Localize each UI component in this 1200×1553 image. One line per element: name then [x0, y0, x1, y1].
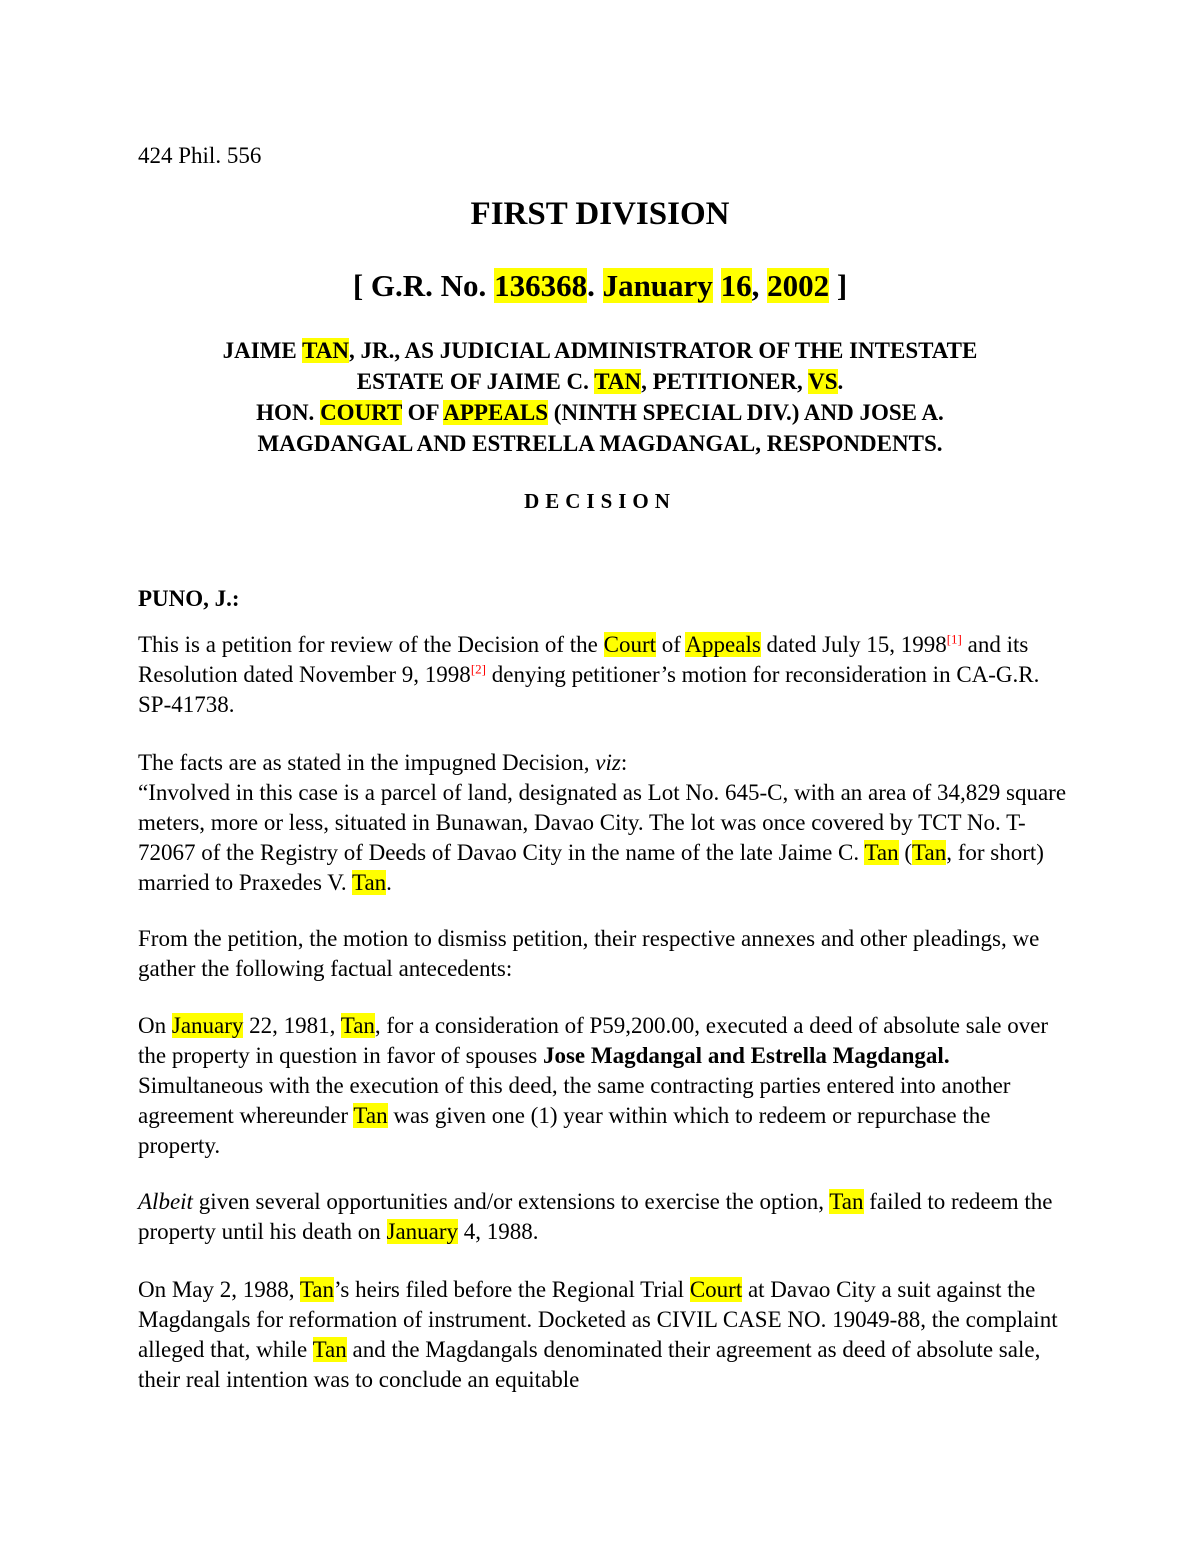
paragraph-3 — [138, 924, 1078, 984]
highlight: Court — [689, 1277, 743, 1302]
text: The facts are as stated in the impugned Decision, — [138, 750, 596, 775]
highlight: TAN — [594, 369, 642, 394]
highlight: January — [386, 1219, 459, 1244]
highlight: Tan — [864, 840, 899, 865]
case-number-prefix: [ G.R. No. — [352, 268, 495, 303]
text: : — [620, 750, 628, 775]
text: , for short) married to Praxedes V. — [138, 840, 1044, 895]
paragraph-4 — [138, 1011, 1078, 1161]
text: On May 2, 1988, — [138, 1277, 300, 1302]
separator — [713, 268, 721, 303]
text: ESTATE OF JAIME C. — [356, 369, 595, 394]
text: denying petitioner’s motion for reconsideration in CA-G.R. SP-41738. — [138, 662, 1040, 717]
highlight: Tan — [353, 1103, 388, 1128]
footnote-link-2[interactable]: [2] — [470, 661, 486, 677]
text: From the petition, the motion to dismiss petition, their respective annexes and other pleadings, we gather the following factual antecedents: — [138, 926, 1040, 981]
bold-names: Jose Magdangal and Estrella Magdangal. — [542, 1043, 950, 1068]
paragraph-2 — [138, 748, 1078, 898]
text: , JR., AS JUDICIAL ADMINISTRATOR OF THE INTESTATE — [348, 338, 978, 363]
text: On — [138, 1013, 172, 1038]
date-month: January — [602, 268, 713, 303]
text: ’s heirs filed before the Regional Trial — [334, 1277, 690, 1302]
text: . — [386, 870, 392, 895]
text: Simultaneous with the execution of this deed, the same contracting parties entered into another agreement whereunder — [138, 1073, 1011, 1128]
highlight: January — [171, 1013, 244, 1038]
division-title: FIRST DIVISION — [470, 196, 730, 232]
highlight: APPEALS — [443, 400, 549, 425]
footnote-link-1[interactable]: [1] — [946, 631, 962, 647]
separator: . — [587, 268, 603, 303]
case-parties — [130, 335, 1070, 459]
text: , PETITIONER, — [641, 369, 809, 394]
gr-number: 136368 — [494, 268, 588, 303]
text: OF — [401, 400, 444, 425]
text: failed to redeem the property until his death on — [138, 1189, 1053, 1244]
highlight: Tan — [340, 1013, 375, 1038]
text: at Davao City a suit against the Magdangals for reformation of instrument. Docketed as CIVIL CASE NO. 19049-88, the complaint alleged that, while — [138, 1277, 1058, 1362]
highlight: TAN — [302, 338, 349, 363]
paragraph-5 — [138, 1187, 1078, 1247]
text: and its Resolution dated November 9, 1998 — [138, 632, 1029, 687]
paragraph-6 — [138, 1275, 1078, 1395]
highlight: Tan — [912, 840, 947, 865]
text: 4, 1988. — [458, 1219, 539, 1244]
parties-line-3 — [130, 397, 1070, 428]
highlight: VS — [808, 369, 838, 394]
quoted-text: “Involved in this case is a parcel of land, designated as Lot No. 645-C, with an area of 34,829 square meters, more or less, situated in Bunawan, Davao City. The lot was once covered by TCT No. T-72067 of the Registry of Deeds of Davao City in the name of the late Jaime C. — [138, 780, 1067, 865]
highlight: Tan — [829, 1189, 864, 1214]
text: was given one (1) year within which to redeem or repurchase the property. — [138, 1103, 991, 1158]
text: 22, 1981, — [243, 1013, 341, 1038]
italic-text: Albeit — [138, 1189, 193, 1214]
text: ( — [898, 840, 913, 865]
highlight: Tan — [312, 1337, 347, 1362]
text: . — [837, 369, 844, 394]
text: given several opportunities and/or extensions to exercise the option, — [192, 1189, 830, 1214]
highlight: Court — [603, 632, 657, 657]
case-number-suffix: ] — [829, 268, 848, 303]
highlight: Tan — [299, 1277, 335, 1302]
paragraph-1 — [138, 630, 1078, 720]
case-number — [0, 268, 1200, 304]
highlight: Appeals — [685, 632, 761, 657]
text: , for a consideration of P59,200.00, executed a deed of absolute sale over the property in question in favor of spouses — [138, 1013, 1049, 1068]
date-year: 2002 — [767, 268, 830, 303]
text: JAIME — [222, 338, 303, 363]
date-day: 16 — [720, 268, 752, 303]
citation: 424 Phil. 556 — [138, 143, 262, 168]
parties-line-4: MAGDANGAL AND ESTRELLA MAGDANGAL, RESPONDENTS. — [257, 431, 943, 456]
text: (NINTH SPECIAL DIV.) AND JOSE A. — [548, 400, 944, 425]
ponente: PUNO, J.: — [138, 586, 240, 611]
highlight: COURT — [320, 400, 402, 425]
highlight: Tan — [352, 870, 387, 895]
text: HON. — [256, 400, 321, 425]
parties-line-2 — [130, 366, 1070, 397]
text: of — [656, 632, 686, 657]
text: and the Magdangals denominated their agreement as deed of absolute sale, their real intention was to conclude an equitable — [138, 1337, 1041, 1392]
text: This is a petition for review of the Decision of the — [138, 632, 604, 657]
separator: , — [751, 268, 768, 303]
text: dated July 15, 1998 — [760, 632, 947, 657]
decision-heading: DECISION — [524, 489, 676, 513]
italic-text: viz — [595, 750, 621, 775]
parties-line-1 — [130, 335, 1070, 366]
